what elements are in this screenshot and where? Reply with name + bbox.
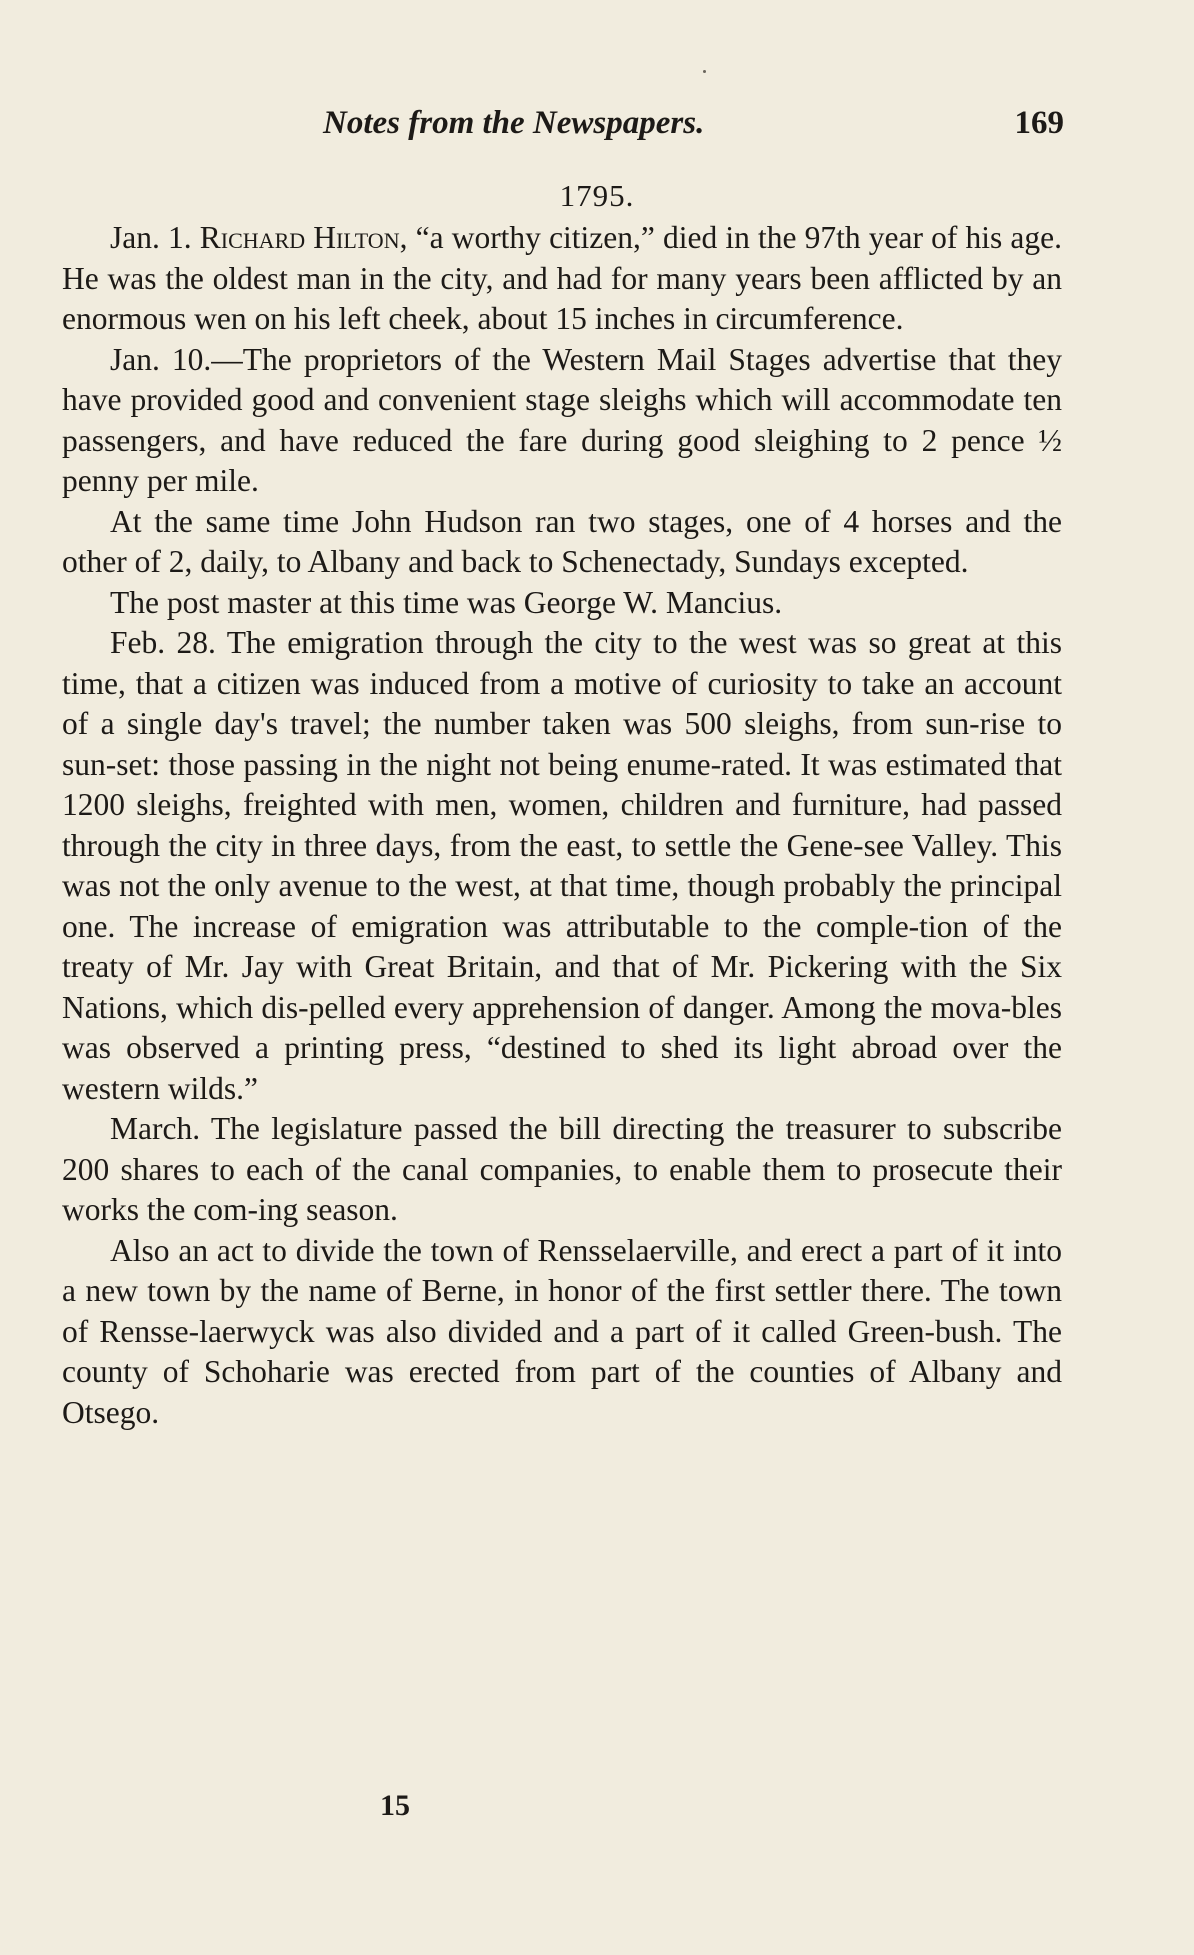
running-title: Notes from the Newspapers. [323, 105, 705, 141]
paragraph-post-master: The post master at this time was George W. Mancius. [110, 584, 783, 620]
paragraph-towns: Also an act to divide the town of Rensselaerville, and erect a part of it into a new town by the name of Berne, in honor of the first settler there. The town of Rensse-laerwyck was also divided and a part of it called Green-bush. The county of Schoharie was erected from part of the counties of Albany and Otsego. [62, 1232, 1062, 1430]
paragraph-text: “a worthy citizen,” died in the 97th year of his age. He was the oldest man in the city, and had for many years been afflicted by an enormous wen on his left cheek, about 15 inches in circumference. [62, 220, 1062, 336]
page-header [70, 105, 1064, 151]
paragraph-emigration: Feb. 28. The emigration through the city to the west was so great at this time, that a citizen was induced from a motive of curiosity to take an account of a single day's travel; the number taken was 500 sleighs, from sun-rise to sun-set: those passing in the night not being enume-rated. It was estimated that 1200 sleighs, freighted with men, women, children and furniture, had passed through the city in three days, from the east, to settle the Gene-see Valley. This was not the only avenue to the west, at that time, though probably the principal one. The increase of emigration was attributable to the comple-tion of the treaty of Mr. Jay with Great Britain, and that of Mr. Pickering with the Six Nations, which dis-pelled every apprehension of danger. Among the mova-bles was observed a printing press, “destined to shed its light abroad over the western wilds.” [62, 625, 1062, 1106]
entry-date: Jan. 1. [110, 220, 192, 255]
article-body [62, 218, 1062, 1433]
paragraph-mail-stages: Jan. 10.—The proprietors of the Western Mail Stages advertise that they have provided good and convenient stage sleighs which will accommodate ten passengers, and have reduced the fare during good sleighing to 2 pence ½ penny per mile. [62, 341, 1062, 498]
signature-mark: 15 [380, 1789, 410, 1822]
paragraph-hilton [62, 218, 1062, 340]
paragraph-legislature: March. The legislature passed the bill directing the treasurer to subscribe 200 shares to each of the canal companies, to enable them to prosecute their works the com-ing season. [62, 1111, 1062, 1227]
person-name: Richard Hilton, [199, 220, 408, 255]
paragraph-hudson-stages: At the same time John Hudson ran two stages, one of 4 horses and the other of 2, daily, to Albany and back to Schenectady, Sundays excepted. [62, 503, 1062, 579]
year-heading: 1795. [559, 178, 635, 213]
ink-speck [703, 70, 706, 73]
page-number: 169 [1014, 105, 1064, 141]
